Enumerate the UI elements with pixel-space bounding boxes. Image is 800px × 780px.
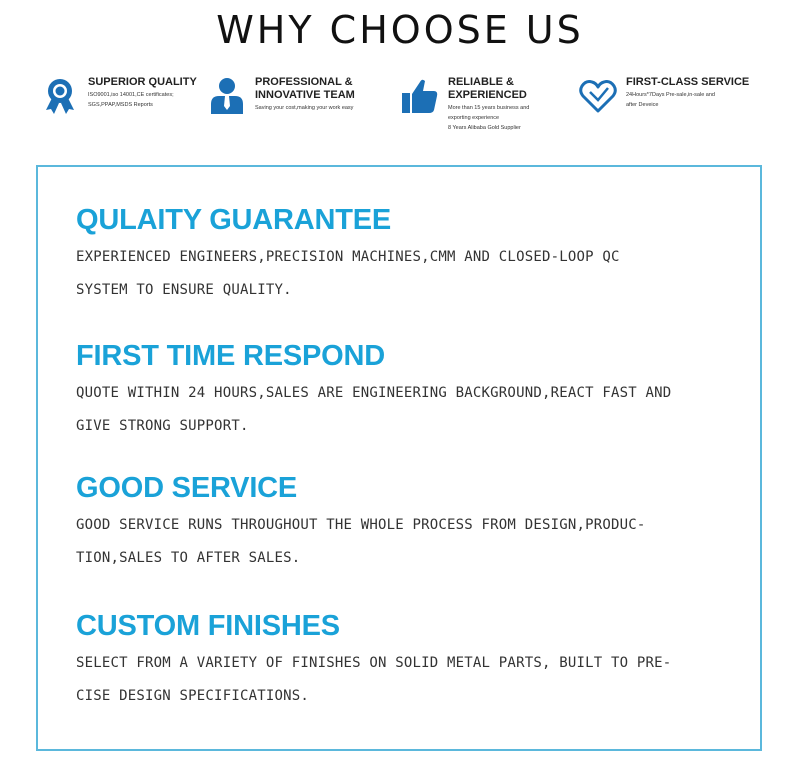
section-line: QUOTE WITHIN 24 HOURS,SALES ARE ENGINEERING BACKGROUND,REACT FAST AND xyxy=(76,385,672,401)
section-first-time-respond xyxy=(76,339,736,443)
thumbs-up-icon xyxy=(400,76,440,116)
section-line: TION,SALES TO AFTER SALES. xyxy=(76,550,301,566)
section-line: SELECT FROM A VARIETY OF FINISHES ON SOLID METAL PARTS, BUILT TO PRE- xyxy=(76,655,672,671)
content-panel xyxy=(36,165,762,751)
page-title: WHY CHOOSE US xyxy=(216,8,584,52)
section-line: CISE DESIGN SPECIFICATIONS. xyxy=(76,688,309,704)
feature-text: Saving your cost,making your work easy xyxy=(255,105,354,111)
section-line: EXPERIENCED ENGINEERS,PRECISION MACHINES,CMM AND CLOSED-LOOP QC xyxy=(76,249,620,265)
feature-superior-quality xyxy=(40,76,208,116)
feature-text: 8 Years Alibaba Gold Supplier xyxy=(448,125,521,131)
section-body xyxy=(76,377,736,443)
heart-icon xyxy=(578,76,618,116)
section-heading: GOOD SERVICE xyxy=(76,472,298,504)
feature-reliable-experienced xyxy=(400,76,563,132)
feature-professional-team xyxy=(207,76,395,116)
section-custom-finishes xyxy=(76,609,736,713)
section-heading: QULAITY GUARANTEE xyxy=(76,204,392,236)
section-line: SYSTEM TO ENSURE QUALITY. xyxy=(76,282,292,298)
feature-text: exporting experience xyxy=(448,115,500,121)
section-body xyxy=(76,241,736,307)
section-quality-guarantee xyxy=(76,203,736,307)
feature-text: after Deveice xyxy=(626,102,659,108)
feature-text: 24Hours*7Days Pre-sale,in-sale and xyxy=(626,92,715,98)
feature-text: ISO9001,iso 14001,CE certificates; xyxy=(88,92,174,98)
feature-heading: SUPERIOR QUALITY xyxy=(88,76,197,88)
section-good-service xyxy=(76,471,736,575)
section-body xyxy=(76,647,736,713)
award-ribbon-icon xyxy=(40,76,80,116)
feature-heading: FIRST-CLASS SERVICE xyxy=(626,76,750,88)
feature-heading: RELIABLE & EXPERIENCED xyxy=(448,76,527,101)
feature-heading: PROFESSIONAL & INNOVATIVE TEAM xyxy=(255,76,355,101)
feature-text: SGS,PPAP,MSDS Reports xyxy=(88,102,153,108)
feature-text: More than 15 years business and xyxy=(448,105,530,111)
section-body xyxy=(76,509,736,575)
person-icon xyxy=(207,76,247,116)
section-heading: CUSTOM FINISHES xyxy=(76,610,340,642)
section-heading: FIRST TIME RESPOND xyxy=(76,340,385,372)
section-line: GIVE STRONG SUPPORT. xyxy=(76,418,249,434)
feature-first-class-service xyxy=(578,76,756,116)
section-line: GOOD SERVICE RUNS THROUGHOUT THE WHOLE PROCESS FROM DESIGN,PRODUC- xyxy=(76,517,646,533)
